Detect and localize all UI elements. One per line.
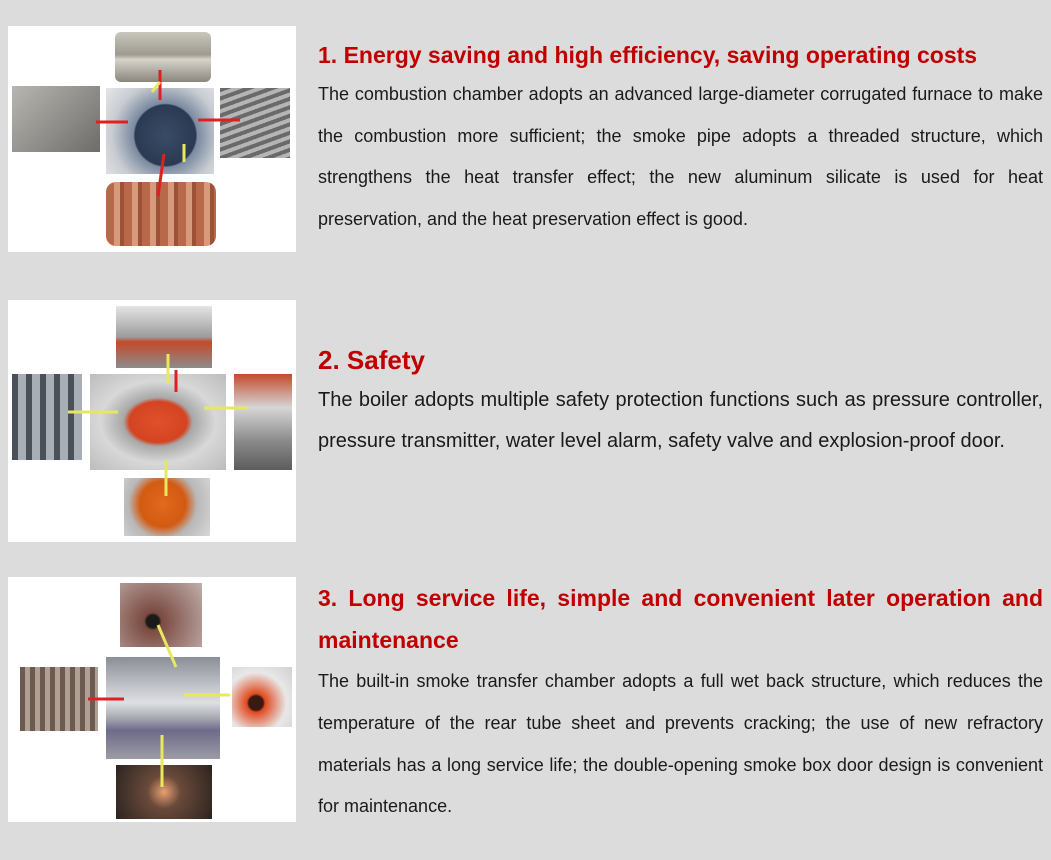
section-body: The combustion chamber adopts an advanced large-diameter corrugated furnace to make the combustion more sufficient; the smoke pipe adopts a threaded structure, which strengthens the heat transfer effect; the new aluminum silicate is used for heat preservation, and the heat preservation effect is good. xyxy=(318,84,1043,229)
safety-callout-arrows xyxy=(8,300,296,542)
energy-callout-arrows xyxy=(8,26,296,252)
service-photo-collage xyxy=(8,577,296,822)
feature-section-safety xyxy=(0,270,1051,560)
feature-section-energy xyxy=(0,0,1051,270)
safety-photo-collage xyxy=(8,300,296,542)
energy-photo-collage xyxy=(8,26,296,252)
section-title: 2. Safety xyxy=(318,345,425,375)
section-body: The built-in smoke transfer chamber adopts a full wet back structure, which reduces the temperature of the rear tube sheet and prevents cracking; the use of new refractory materials has a long service life; the double-opening smoke box door design is convenient for maintenance. xyxy=(318,671,1043,817)
feature-section-service-life xyxy=(0,560,1051,860)
safety-text-block xyxy=(318,342,1043,462)
energy-text-block xyxy=(318,38,1043,240)
section-title: 3. Long service life, simple and convenient later operation and maintenance xyxy=(318,585,1043,653)
service-callout-arrows xyxy=(8,577,296,822)
service-text-block xyxy=(318,577,1043,828)
section-title: 1. Energy saving and high efficiency, saving operating costs xyxy=(318,42,978,68)
section-body: The boiler adopts multiple safety protection functions such as pressure controller, pressure transmitter, water level alarm, safety valve and explosion-proof door. xyxy=(318,389,1043,452)
